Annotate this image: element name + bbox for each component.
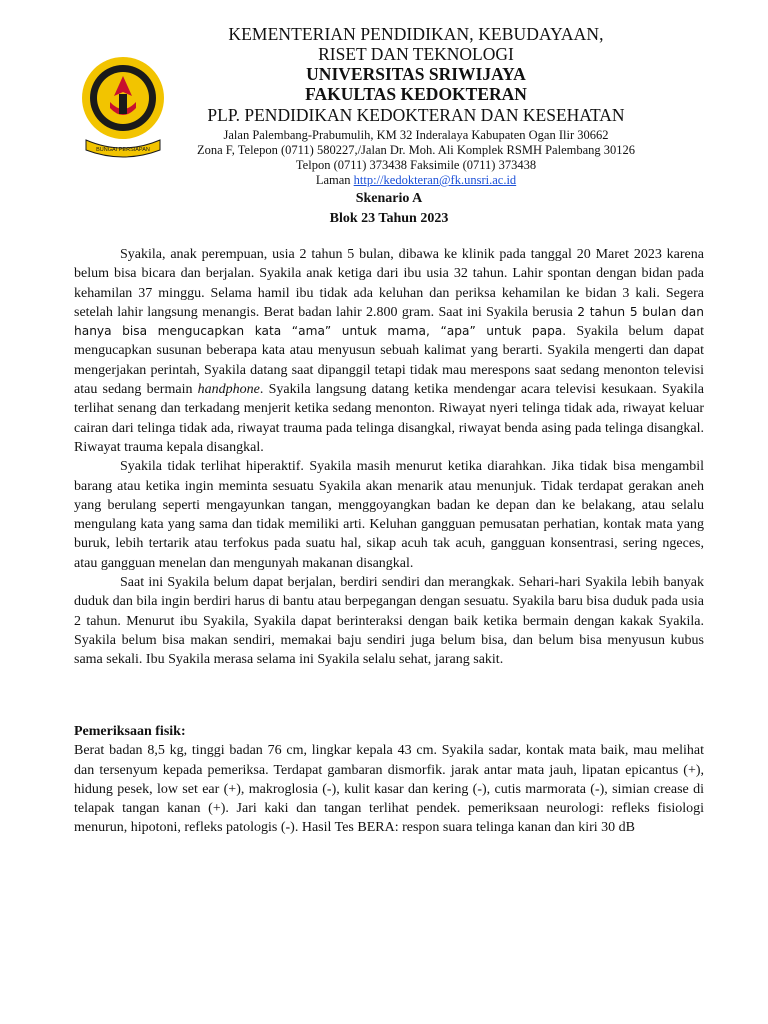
paragraph-1-part-e: . Syakila langsung datang ketika mendengar acara televisi kesukaan. Syakila terlihat senang dan terkadang menjerit ketika sedang menonton. Riwayat nyeri telinga tidak ada, riwayat keluar cairan dari telinga tidak ada, riwayat trauma pada telinga disangkal, riwayat benda asing pada telinga disangkal. Riwayat trauma kepala disangkal. bbox=[74, 382, 704, 455]
university-logo bbox=[80, 52, 166, 164]
physical-exam-text: Berat badan 8,5 kg, tinggi badan 76 cm, lingkar kepala 43 cm. Syakila sadar, kontak mata baik, mau melihat dan tersenyum kepada pemeriksa. Terdapat gambaran dismorfik. jarak antar mata jauh, lipatan epicantus (+), hidung pesek, low set ear (+), makroglosia (-), kulit kasar dan kering (-), cutis marmorata (-), simian crease di telapak tangan kanan (+). Jari kaki dan tangan terlihat pendek. pemeriksaan neurologi: refleks fisiologi menurun, hipotoni, refleks patologis (-). Hasil Tes BERA: respon suara telinga kanan dan kiri 30 dB bbox=[74, 743, 704, 836]
block-title: Blok 23 Tahun 2023 bbox=[329, 211, 449, 226]
paragraph-2: Syakila tidak terlihat hiperaktif. Syakila masih menurut ketika diarahkan. Jika tidak bisa mengambil barang atau ketika ingin meminta sesuatu Syakila akan menarik atau menunjuk. Tidak terdapat gerakan aneh yang berulang seperti mengayunkan tangan, menggoyangkan badan ke depan dan ke belakang, atau selalu mengulang kata yang sama dan tidak memiliki arti. Keluhan gangguan pemusatan perhatian, kontak mata yang buruk, lebih tertarik atau terfokus pada suatu hal, sikap acuh tak acuh, gangguan konsentrasi, sering ngeces, atau gangguan menelan dan mengunyah makanan disangkal. bbox=[74, 459, 704, 571]
phone-line: Telpon (0711) 373438 Faksimile (0711) 373438 bbox=[295, 158, 537, 172]
university-name: UNIVERSITAS SRIWIJAYA bbox=[306, 64, 526, 84]
website-line bbox=[176, 174, 656, 189]
scenario-title: Skenario A bbox=[355, 191, 423, 206]
unit-name: PLP. PENDIDIKAN KEDOKTERAN DAN KESEHATAN bbox=[207, 105, 625, 125]
letterhead bbox=[176, 26, 656, 189]
paragraph-1 bbox=[74, 245, 704, 457]
paragraph-1-part-a: Syakila, anak perempuan, usia 2 tahun 5 bulan, dibawa ke klinik pada tanggal 20 Maret 2023 karena belum bisa bicara dan berjalan. Syakila anak ketiga dari ibu usia 32 tahun. Lahir spontan dengan bidan pada kehamilan 37 minggu. Selama hamil ibu tidak ada keluhan dan periksa kehamilan ke bidan 3 kali. Segera setelah lahir langsung menangis. Berat badan lahir 2.800 gram. Saat ini Syakila berusia bbox=[74, 247, 704, 320]
physical-exam-heading: Pemeriksaan fisik: bbox=[74, 724, 186, 739]
address-line-2: Zona F, Telepon (0711) 580227,/Jalan Dr. Moh. Ali Komplek RSMH Palembang 30126 bbox=[196, 143, 636, 157]
website-link[interactable]: http://kedokteran@fk.unsri.ac.id bbox=[353, 173, 517, 187]
paragraph-1-italic-term: handphone bbox=[197, 382, 260, 398]
logo-pillar-icon bbox=[119, 94, 127, 114]
paragraph-1-part-c: Syakila belum dapat mengucapkan susunan beberapa kata atau menyusun sebuah kalimat yang berarti. Syakila mengerti dan dapat mengerjakan perintah, Syakila datang saat dipanggil tetapi tidak mau merespons saat sedang menonton televisi atau sedang bermain bbox=[74, 324, 704, 398]
scenario-body bbox=[74, 245, 704, 670]
website-label: Laman bbox=[315, 173, 354, 187]
physical-exam-section bbox=[74, 722, 704, 838]
ministry-line-2: RISET DAN TEKNOLOGI bbox=[318, 44, 514, 64]
paragraph-3: Saat ini Syakila belum dapat berjalan, berdiri sendiri dan merangkak. Sehari-hari Syakila lebih banyak duduk dan bila ingin berdiri harus di bantu atau berpegangan dengan sesuatu. Syakila baru bisa duduk pada usia 2 tahun. Menurut ibu Syakila, Syakila dapat berinteraksi dengan baik ketika bermain dengan kakak Syakila. Syakila belum bisa makan sendiri, memakai baju sendiri juga belum bisa, dan belum bisa menyusun kubus sama sekali. Ibu Syakila merasa selama ini Syakila selalu sehat, jarang sakit. bbox=[74, 575, 704, 668]
address-line-1: Jalan Palembang-Prabumulih, KM 32 Inderalaya Kabupaten Ogan Ilir 30662 bbox=[223, 128, 609, 142]
paragraph-1-part-b: 2 tahun 5 bulan dan hanya bisa mengucapkan kata “ama” untuk mama, “apa” untuk papa. bbox=[74, 304, 704, 339]
logo-motto: BUNGAI PERSIAPAN bbox=[96, 147, 150, 153]
ministry-line-1: KEMENTERIAN PENDIDIKAN, KEBUDAYAAN, bbox=[228, 24, 604, 44]
faculty-name: FAKULTAS KEDOKTERAN bbox=[305, 84, 527, 104]
